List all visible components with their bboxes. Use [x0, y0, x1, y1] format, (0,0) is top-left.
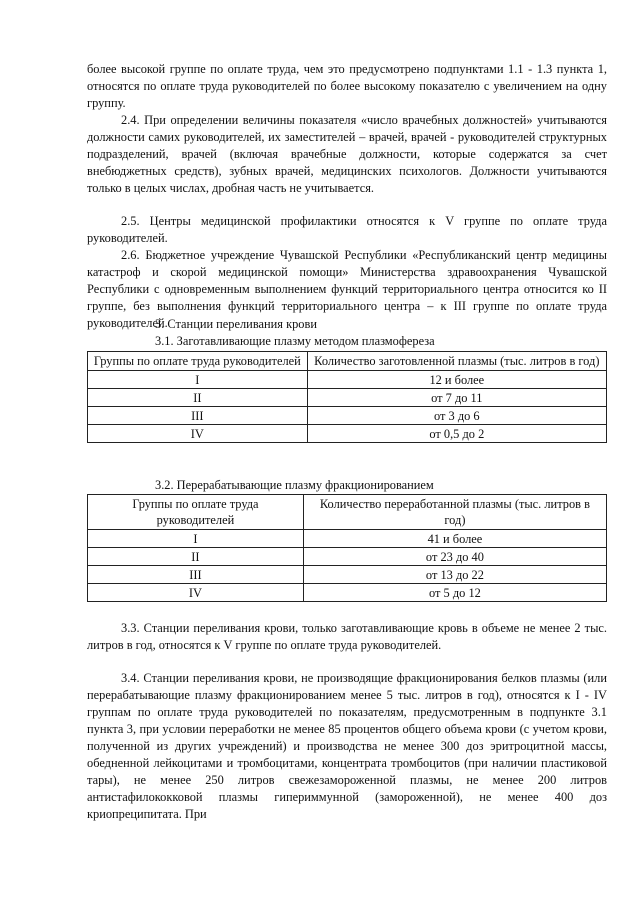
paragraph-3-3: 3.3. Станции переливания крови, только заготавливающие кровь в объеме не менее 2 тыс. литров в год, относятся к V группе по оплате труда руководителей. [87, 621, 607, 652]
table-row [88, 584, 607, 602]
heading-section-3: 3. Станции переливания крови [155, 317, 317, 331]
table-3-2-header-quantity: Количество переработанной плазмы (тыс. литров в год) [303, 495, 606, 530]
paragraph-2-5: 2.5. Центры медицинской профилактики относятся к V группе по оплате труда руководителей. [87, 214, 607, 245]
table-row [88, 548, 607, 566]
table-row [88, 530, 607, 548]
table-cell-group: I [88, 371, 308, 389]
table-cell-group: II [88, 548, 304, 566]
paragraph-2-6: 2.6. Бюджетное учреждение Чувашской Республики «Республиканский центр медицины катастроф и скорой медицинской помощи» Министерства здравоохранения Чувашской Республики с одновременным выполнением функций территориального центра относится ко II группе, без выполнения функций территориального центра – к III группе по оплате труда руководителей. [87, 248, 607, 330]
table-cell-group: I [88, 530, 304, 548]
paragraph-3-4: 3.4. Станции переливания крови, не производящие фракционирования белков плазмы (или перерабатывающие плазму фракционированием менее 5 тыс. литров в год), относятся к I - IV группам по оплате труда руководителей по показателям, предусмотренным в подпункте 3.1 пункта 3, при условии переработки не менее 85 процентов общего объема крови (с учетом крови, полученной из других учреждений) и производства не менее 300 доз эритроцитной массы, обедненной лейкоцитами и тромбоцитами, концентрата тромбоцитов (при наличии пластиковой тары), не менее 250 литров свежезамороженной плазмы, не менее 200 литров антистафилококковой плазмы гипериммунной (замороженной), не менее 400 доз криопреципитата. При [87, 671, 607, 821]
table-cell-value: от 7 до 11 [307, 389, 606, 407]
table-row [88, 566, 607, 584]
table-cell-group: III [88, 566, 304, 584]
table-row [88, 425, 607, 443]
table-plasma-processed [87, 494, 607, 602]
table-plasma-collected [87, 351, 607, 443]
table-cell-value: от 13 до 22 [303, 566, 606, 584]
table-row [88, 389, 607, 407]
table-cell-value: от 0,5 до 2 [307, 425, 606, 443]
table-row [88, 407, 607, 425]
paragraph-intro: более высокой группе по оплате труда, чем это предусмотрено подпунктами 1.1 - 1.3 пункта 1, относятся по оплате труда руководителей по более высокому показателю с увеличением на одну группу. [87, 62, 607, 110]
table-row [88, 371, 607, 389]
table-cell-group: IV [88, 425, 308, 443]
table-cell-value: от 3 до 6 [307, 407, 606, 425]
table-3-1-header-quantity: Количество заготовленной плазмы (тыс. литров в год) [307, 352, 606, 371]
table-cell-value: 12 и более [307, 371, 606, 389]
table-3-1-header-groups: Группы по оплате труда руководителей [88, 352, 308, 371]
paragraph-2-4: 2.4. При определении величины показателя «число врачебных должностей» учитываются должности самих руководителей, их заместителей – врачей, врачей - руководителей структурных подразделений, врачей (включая врачебные должности, которые содержатся за счет внебюджетных средств), зубных врачей, медицинских психологов. Должности учитываются только в целых числах, дробная часть не учитывается. [87, 113, 607, 195]
table-cell-group: III [88, 407, 308, 425]
table-cell-group: IV [88, 584, 304, 602]
table-cell-value: от 5 до 12 [303, 584, 606, 602]
heading-3-2: 3.2. Перерабатывающие плазму фракционированием [155, 478, 434, 492]
table-3-2-header-groups: Группы по оплате труда руководителей [88, 495, 304, 530]
heading-3-1: 3.1. Заготавливающие плазму методом плазмофереза [155, 334, 435, 348]
table-cell-value: 41 и более [303, 530, 606, 548]
table-cell-group: II [88, 389, 308, 407]
table-cell-value: от 23 до 40 [303, 548, 606, 566]
